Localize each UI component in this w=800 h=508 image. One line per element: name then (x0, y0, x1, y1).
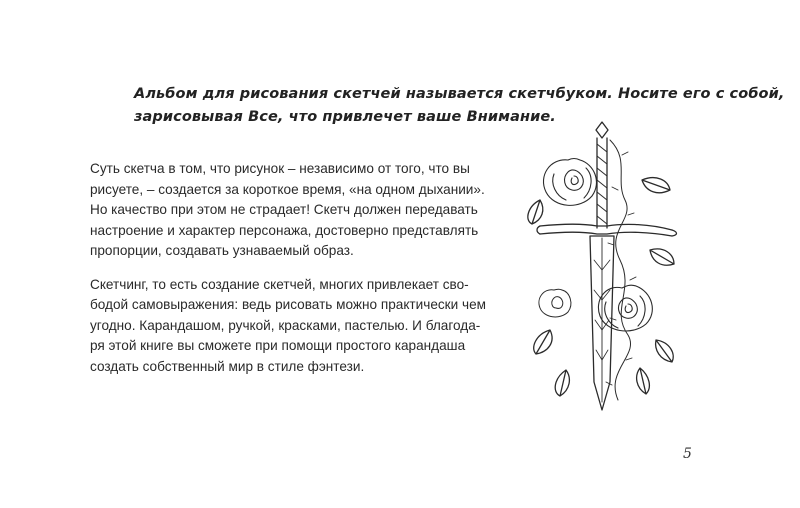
text-line: Суть скетча в том, что рисунок – независимо от того, что вы (90, 161, 470, 176)
text-line: Скетчинг, то есть создание скетчей, многих привлекает сво- (90, 276, 469, 292)
intro-line: зарисовывая Все, что привлечет ваше Внимание. (134, 109, 556, 125)
text-line: угодно. Карандашом, ручкой, красками, пастелью. И благода- (90, 317, 481, 333)
paragraph-1 (90, 159, 500, 262)
text-line: Но качество при этом не страдает! Скетч должен передавать (90, 202, 478, 217)
body-text (90, 159, 500, 377)
page-number: 5 (683, 446, 692, 462)
sword-with-roses-icon (510, 120, 690, 432)
text-line: настроение и характер персонажа, достоверно представлять (90, 222, 479, 238)
text-line: бодой самовыражения: ведь рисовать можно практически чем (90, 297, 486, 312)
paragraph-2 (90, 275, 500, 378)
text-line: создать собственный мир в стиле фэнтези. (90, 358, 365, 374)
intro-line: Альбом для рисования скетчей называется скетчбуком. Носите его с собой, (134, 86, 785, 102)
text-line: рисуете, – создается за короткое время, «на одном дыхании». (90, 181, 485, 197)
text-line: пропорции, создавать узнаваемый образ. (90, 243, 354, 258)
text-line: ря этой книге вы сможете при помощи простого карандаша (90, 338, 466, 353)
